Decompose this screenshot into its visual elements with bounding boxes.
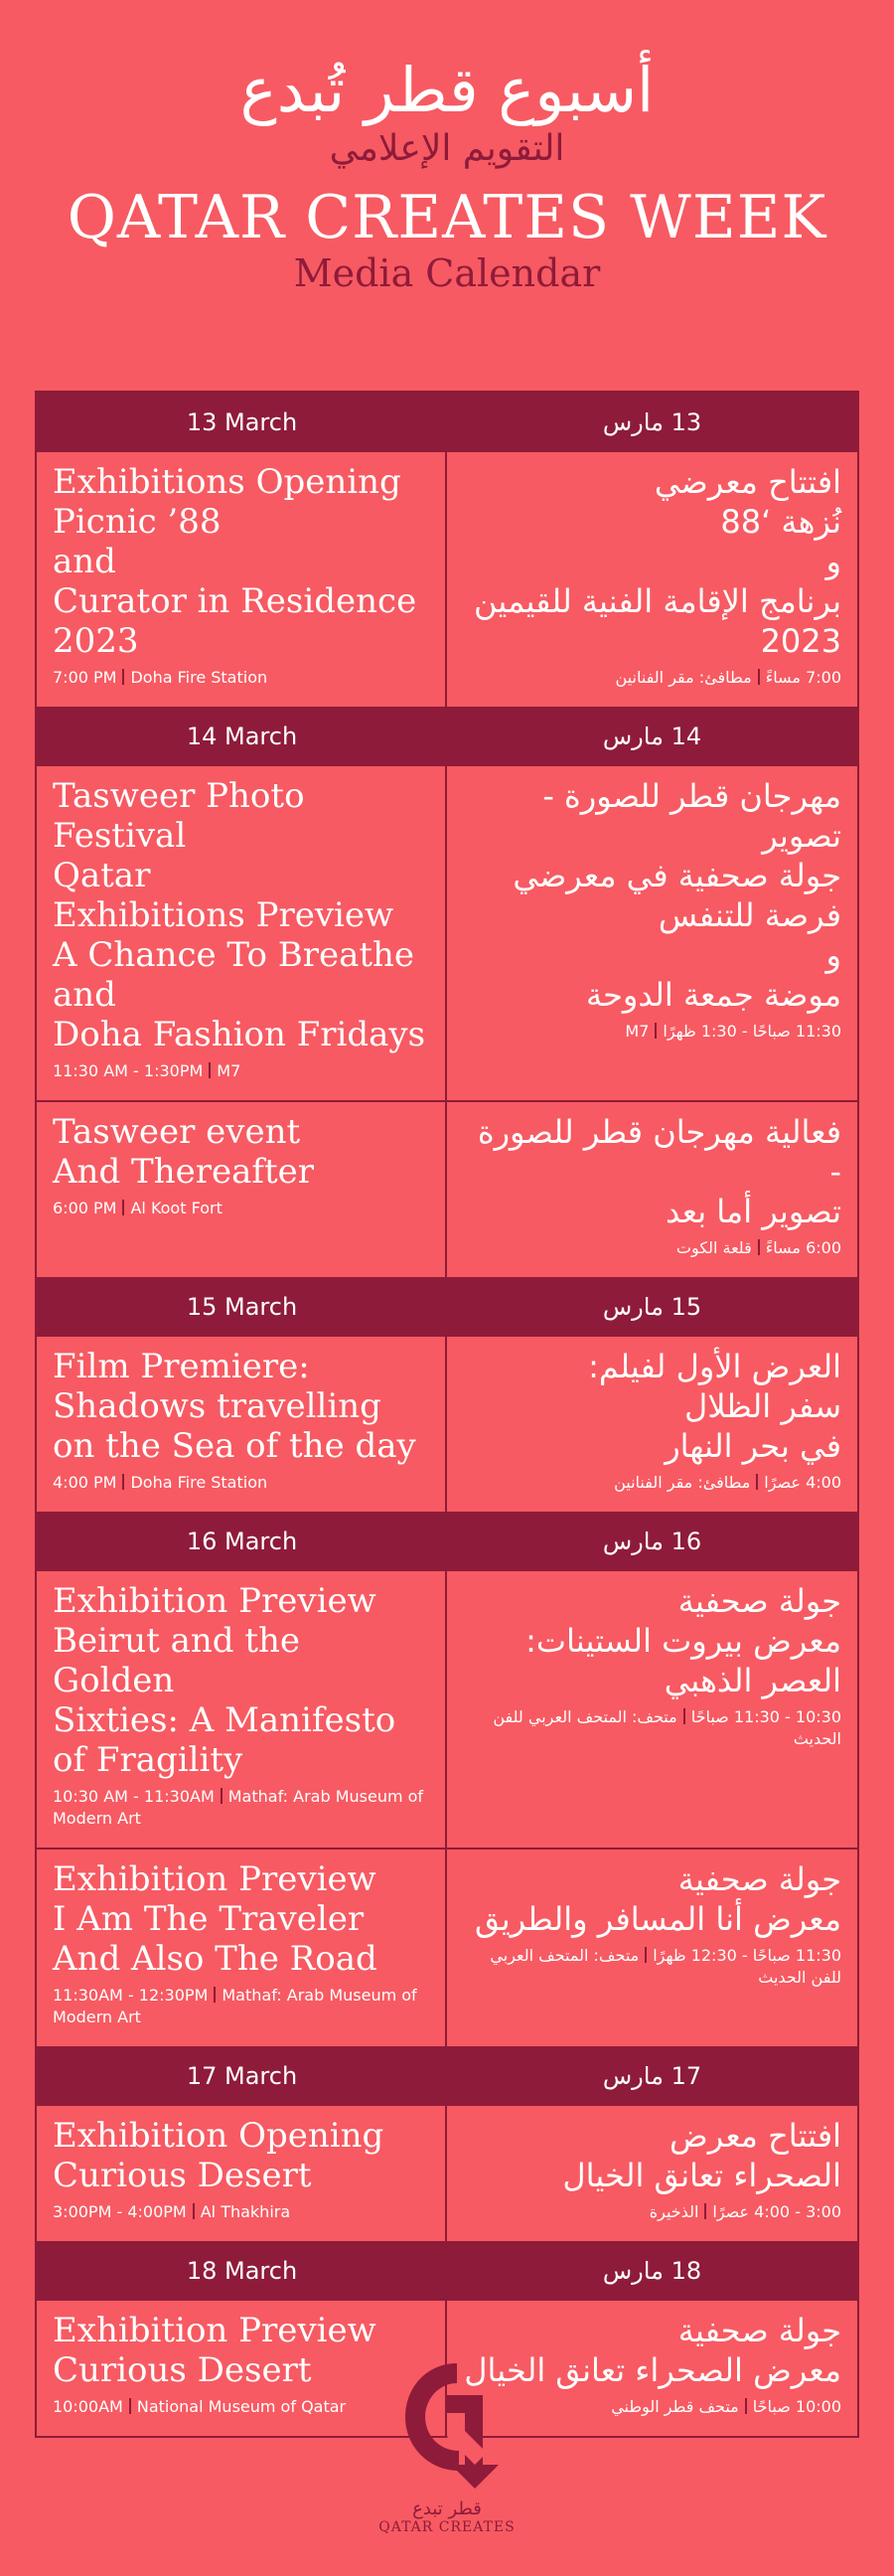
logo-arabic-text: قطر تبدع: [412, 2498, 482, 2519]
day-events: [37, 452, 857, 707]
separator: [655, 1023, 657, 1039]
event-time-en: 11:30AM - 12:30PM: [53, 1986, 209, 2005]
event-title-ar: افتتاح معرضي نُزهة ‘88 و برنامج الإقامة الفنية للقيمين 2023: [473, 463, 841, 660]
separator: [122, 669, 124, 685]
date-ar: 13 مارس: [602, 408, 702, 436]
event-time-ar: 10:00 صباحًا: [752, 2397, 841, 2416]
date-ar: 18 مارس: [602, 2257, 702, 2285]
separator: [758, 1239, 760, 1255]
event-title-en: Tasweer event And Thereafter: [53, 1112, 314, 1192]
event-meta-en: [53, 667, 429, 689]
event-time-en: 4:00 PM: [53, 1473, 117, 1492]
date-en: 16 March: [186, 1528, 298, 1555]
event-cell-ar: [447, 1102, 857, 1277]
event-venue-ar: متحف قطر الوطني: [611, 2397, 739, 2416]
qatar-creates-logo-icon: [387, 2355, 507, 2495]
event-cell-en: [37, 2106, 447, 2241]
separator: [209, 1062, 211, 1078]
event-title-en: Tasweer Photo Festival Qatar Exhibitions Preview A Chance To Breathe and Doha Fashion Fridays: [53, 776, 426, 1054]
date-row: [37, 393, 857, 452]
date-row: [37, 2046, 857, 2106]
date-en: 14 March: [186, 723, 298, 750]
separator: [645, 1947, 647, 1963]
event-time-en: 7:00 PM: [53, 668, 117, 687]
event-meta-ar: [463, 1237, 841, 1259]
event-title-en: Exhibition Preview I Am The Traveler And Also The Road: [53, 1859, 377, 1979]
event-title-en: Exhibition Opening Curious Desert: [53, 2116, 384, 2195]
event-cell-en: [37, 1571, 447, 1848]
separator: [214, 1987, 216, 2003]
event-row: [37, 1337, 857, 1512]
event-time-ar: 6:00 مساءً: [765, 1238, 841, 1257]
event-venue-en: Al Thakhira: [200, 2202, 291, 2221]
event-meta-ar: [463, 1472, 841, 1494]
date-row: [37, 707, 857, 766]
english-title: QATAR CREATES WEEK: [67, 183, 827, 252]
event-cell-en: [37, 1102, 447, 1277]
event-title-ar: جولة صحفية معرض أنا المسافر والطريق: [475, 1860, 841, 1938]
calendar-table: [35, 391, 859, 2438]
event-cell-ar: [447, 1850, 857, 2046]
date-ar: 15 مارس: [602, 1293, 702, 1321]
event-title-ar: العرض الأول لفيلم: سفر الظلال في بحر النهار: [588, 1348, 841, 1465]
event-venue-ar: مطافئ: مقر الفنانين: [615, 668, 752, 687]
separator: [758, 669, 760, 685]
separator: [221, 1788, 223, 1804]
event-venue-en: Doha Fire Station: [130, 1473, 268, 1492]
date-en: 17 March: [186, 2062, 298, 2090]
event-time-ar: 11:30 صباحًا - 12:30 ظهرًا: [653, 1946, 841, 1965]
event-title-en: Exhibition Preview Curious Desert: [53, 2311, 376, 2390]
footer: [0, 2355, 894, 2535]
date-ar: 14 مارس: [602, 723, 702, 750]
event-title-ar: جولة صحفية معرض بيروت الستينات: العصر الذهبي: [525, 1582, 841, 1699]
event-venue-en: Doha Fire Station: [130, 668, 268, 687]
event-time-en: 6:00 PM: [53, 1199, 117, 1217]
event-venue-ar: M7: [625, 1022, 650, 1041]
header: [0, 0, 894, 296]
event-venue-ar: مطافئ: مقر الفنانين: [614, 1473, 751, 1492]
event-time-ar: 3:00 - 4:00 عصرًا: [712, 2202, 841, 2221]
event-meta-en: [53, 1060, 429, 1082]
day-events: [37, 1337, 857, 1512]
event-title-en: Exhibitions Opening Picnic ’88 and Curator in Residence 2023: [53, 462, 417, 661]
event-meta-en: [53, 2201, 429, 2223]
event-time-ar: 7:00 مساءً: [765, 668, 841, 687]
event-title-ar: فعالية مهرجان قطر للصورة - تصوير أما بعد: [477, 1113, 841, 1230]
event-time-ar: 4:00 عصرًا: [764, 1473, 841, 1492]
arabic-title: أسبوع قطر تُبدع: [239, 54, 655, 126]
arabic-subtitle: التقويم الإعلامي: [329, 128, 565, 169]
event-cell-ar: [447, 2106, 857, 2241]
event-venue-en: Mathaf: Arab Museum of Modern Art: [53, 1986, 417, 2026]
separator: [704, 2203, 706, 2219]
day-events: [37, 766, 857, 1277]
date-row: [37, 1512, 857, 1571]
separator: [756, 1474, 758, 1490]
event-meta-en: [53, 1985, 429, 2028]
english-subtitle: Media Calendar: [293, 251, 601, 295]
event-row: [37, 452, 857, 707]
event-cell-en: [37, 1850, 447, 2046]
event-meta-ar: [463, 1706, 841, 1750]
event-row: [37, 766, 857, 1100]
date-en: 15 March: [186, 1293, 298, 1321]
event-meta-ar: [463, 2201, 841, 2223]
event-row: [37, 1571, 857, 1848]
event-time-en: 11:30 AM - 1:30PM: [53, 1061, 204, 1080]
event-venue-ar: الذخيرة: [649, 2202, 699, 2221]
day-events: [37, 2106, 857, 2241]
event-title-en: Film Premiere: Shadows travelling on the Sea of the day: [53, 1347, 416, 1466]
separator: [122, 1474, 124, 1490]
event-title-en: Exhibition Preview Beirut and the Golden Sixties: A Manifesto of Fragility: [53, 1581, 396, 1780]
event-venue-ar: متحف: المتحف العربي للفن الحديث: [490, 1946, 841, 1987]
event-venue-en: Mathaf: Arab Museum of Modern Art: [53, 1787, 424, 1828]
event-cell-ar: [447, 1571, 857, 1848]
event-venue-ar: متحف: المتحف العربي للفن الحديث: [493, 1707, 841, 1748]
date-row: [37, 2241, 857, 2301]
event-row: [37, 1100, 857, 1277]
event-title-ar: مهرجان قطر للصورة - تصوير جولة صحفية في معرضي فرصة للتنفس و موضة جمعة الدوحة: [513, 777, 841, 1014]
event-cell-en: [37, 452, 447, 707]
event-meta-en: [53, 1472, 429, 1494]
event-title-ar: افتتاح معرض الصحراء تعانق الخيال: [562, 2117, 841, 2194]
event-time-en: 10:00AM: [53, 2397, 123, 2416]
event-cell-ar: [447, 1337, 857, 1512]
event-cell-ar: [447, 766, 857, 1100]
event-meta-en: [53, 1786, 429, 1830]
event-cell-en: [37, 766, 447, 1100]
date-ar: 17 مارس: [602, 2062, 702, 2090]
date-en: 18 March: [186, 2257, 298, 2285]
event-venue-ar: قلعة الكوت: [675, 1238, 752, 1257]
event-venue-en: Al Koot Fort: [130, 1199, 223, 1217]
logo-english-text: QATAR CREATES: [378, 2519, 516, 2535]
event-time-en: 3:00PM - 4:00PM: [53, 2202, 187, 2221]
event-cell-en: [37, 1337, 447, 1512]
event-time-ar: 11:30 صباحًا - 1:30 ظهرًا: [663, 1022, 841, 1041]
event-venue-en: National Museum of Qatar: [136, 2397, 347, 2416]
event-venue-en: M7: [217, 1061, 241, 1080]
event-meta-ar: [463, 1945, 841, 1989]
event-meta-ar: [463, 667, 841, 689]
event-row: [37, 1848, 857, 2046]
event-cell-ar: [447, 452, 857, 707]
separator: [122, 1200, 124, 1215]
date-ar: 16 مارس: [602, 1528, 702, 1555]
day-events: [37, 1571, 857, 2046]
separator: [193, 2203, 195, 2219]
event-meta-ar: [463, 1021, 841, 1043]
separator: [683, 1708, 685, 1724]
event-meta-en: [53, 1198, 429, 1219]
event-time-ar: 10:30 - 11:30 صباحًا: [690, 1707, 841, 1726]
event-time-en: 10:30 AM - 11:30AM: [53, 1787, 215, 1806]
date-row: [37, 1277, 857, 1337]
date-en: 13 March: [186, 408, 298, 436]
event-row: [37, 2106, 857, 2241]
event-title-ar: جولة صحفية معرض الصحراء تعانق الخيال: [464, 2312, 841, 2389]
